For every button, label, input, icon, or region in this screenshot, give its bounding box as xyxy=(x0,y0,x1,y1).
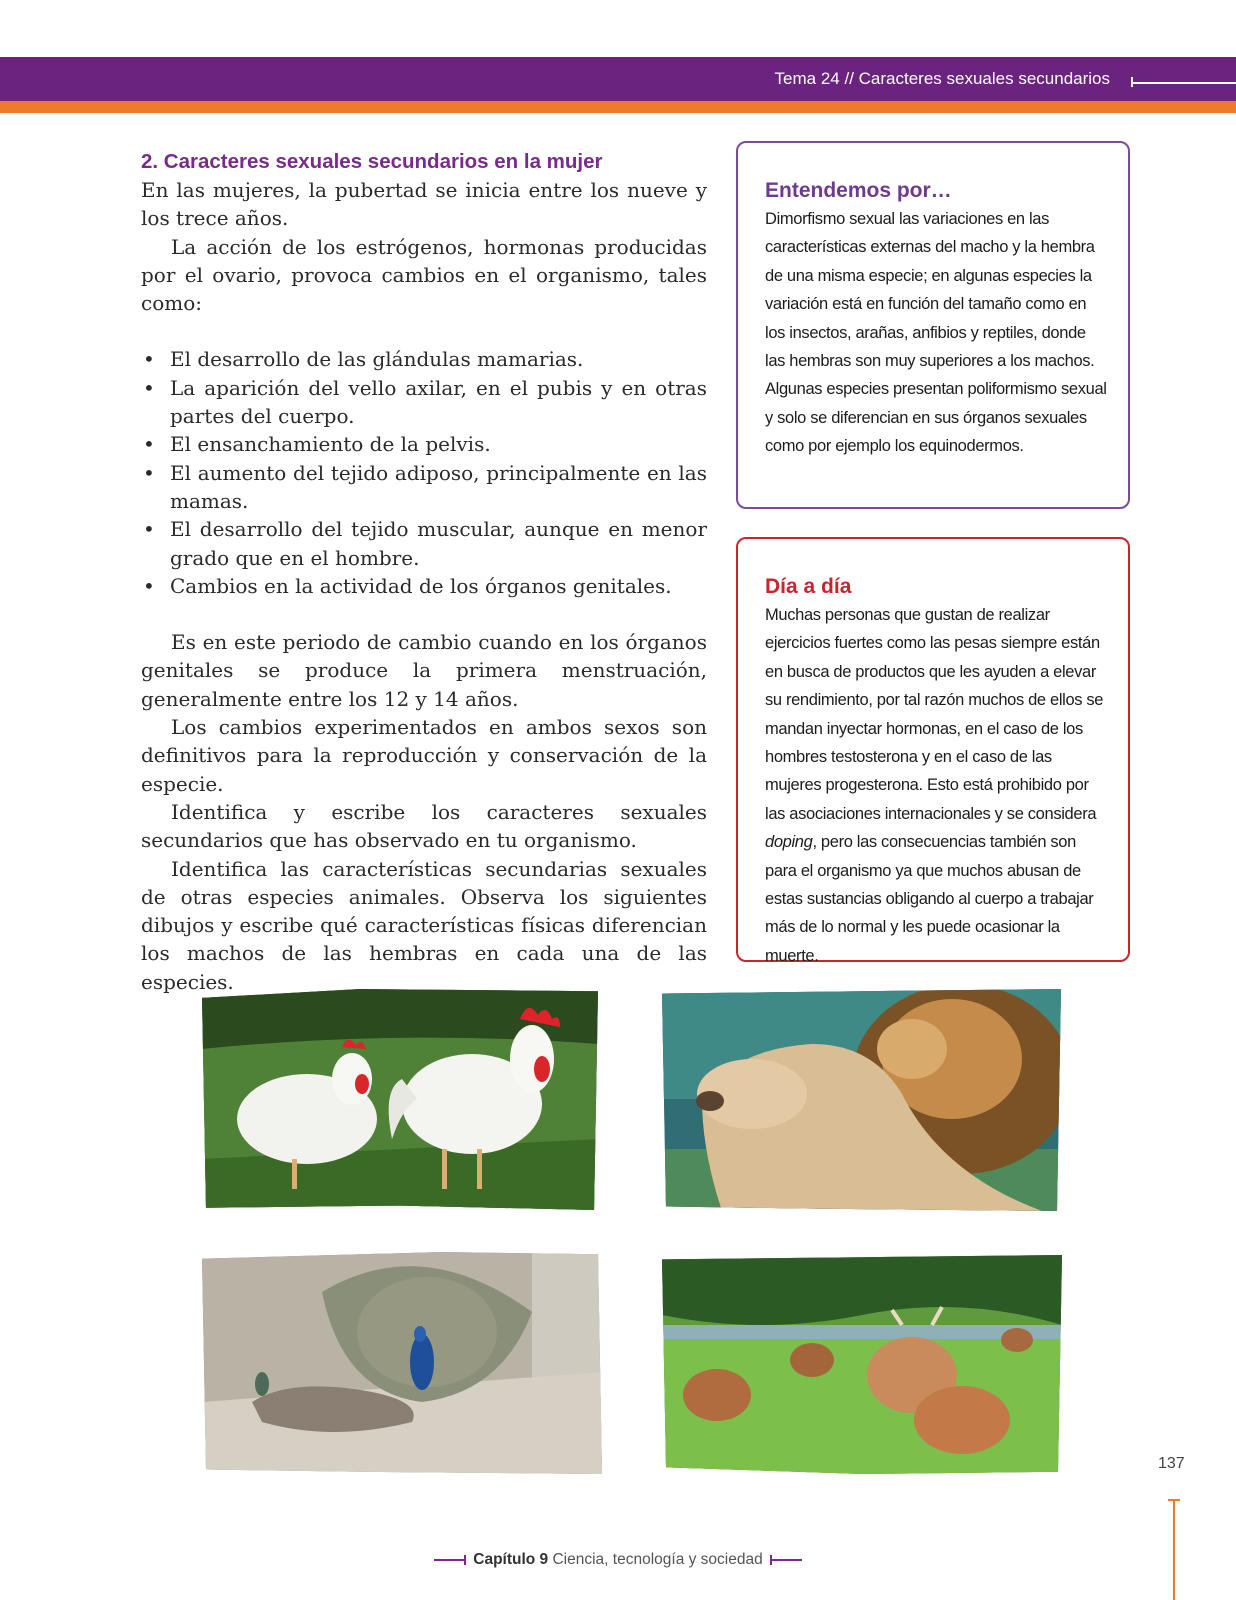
footer-rule-left xyxy=(434,1559,466,1561)
daily-title: Día a día xyxy=(765,575,852,598)
daily-text xyxy=(765,601,1108,970)
list-item: • El ensanchamiento de la pelvis. xyxy=(141,430,707,458)
daily-text-part: Muchas personas que gustan de realizar ejercicios fuertes como las pesas siempre están en busca de productos que les ayuden a elevar su rendimiento, por tal razón muchos de ellos se mandan inyectar hormonas, en el caso de los hombres testosterona y en el caso de las mujeres progesterona. Esto está prohibido por las asociaciones internacionales y se considera xyxy=(765,606,1104,823)
header-accent-stripe xyxy=(0,101,1236,113)
animals-paragraph: Identifica las características secundarias sexuales de otras especies animales. Observa los siguientes dibujos y escribe qué características físicas diferencian los machos de las hembras en cada una de las especies. xyxy=(141,856,707,994)
footer-title: Ciencia, tecnología y sociedad xyxy=(552,1551,763,1568)
definition-title: Entendemos por… xyxy=(765,179,952,202)
list-item: • El desarrollo del tejido muscular, aunque en menor grado que en el hombre. xyxy=(141,515,707,572)
page-number: 137 xyxy=(1158,1455,1185,1472)
main-text-column xyxy=(141,148,707,996)
photo-highland-cattle xyxy=(662,1255,1062,1474)
list-item: • La aparición del vello axilar, en el pubis y en otras partes del cuerpo. xyxy=(141,374,707,431)
footer-rule-right xyxy=(770,1559,802,1561)
footer xyxy=(0,1551,1236,1569)
topic-rule-tick xyxy=(1131,77,1133,87)
intro-paragraph: En las mujeres, la pubertad se inicia entre los nueve y los trece años. xyxy=(141,178,707,231)
estrogen-paragraph: La acción de los estrógenos, hormonas producidas por el ovario, provoca cambios en el organismo, tales como: xyxy=(141,234,707,316)
list-item: • Cambios en la actividad de los órganos genitales. xyxy=(141,572,707,600)
changes-list xyxy=(141,345,707,600)
section-heading: 2. Caracteres sexuales secundarios en la mujer xyxy=(141,150,603,173)
list-item: • El aumento del tejido adiposo, principalmente en las mamas. xyxy=(141,459,707,516)
menstruation-paragraph: Es en este periodo de cambio cuando en los órganos genitales se produce la primera menstruación, generalmente entre los 12 y 14 años. xyxy=(141,630,707,711)
list-item: • El desarrollo de las glándulas mamarias. xyxy=(141,345,707,373)
footer-chapter: Capítulo 9 xyxy=(473,1551,549,1568)
topic-title: Tema 24 // Caracteres sexuales secundarios xyxy=(774,69,1110,88)
daily-text-emphasis: doping xyxy=(765,833,813,852)
photo-peafowl xyxy=(202,1252,602,1474)
definition-text: Dimorfismo sexual las variaciones en las características externas del macho y la hembra de una misma especie; en algunas especies la variación está en función del tamaño como en los insectos, arañas, anfibios y reptiles, donde las hembras son muy superiores a los machos. Algunas especies presentan poliformismo sexual y solo se diferencian en sus órganos sexuales como por ejemplo los equinodermos. xyxy=(765,210,1107,456)
photo-lioness-lion xyxy=(662,989,1061,1211)
daily-text-part: , pero las consecuencias también son para el organismo ya que muchos abusan de estas sustancias obligando al cuerpo a trabajar más de lo normal y les puede ocasionar la muerte. xyxy=(765,833,1094,965)
definition-box xyxy=(736,141,1130,509)
page-side-rule-tick xyxy=(1168,1499,1180,1501)
activity-paragraph: Identifica y escribe los caracteres sexuales secundarios que has observado en tu organismo. xyxy=(141,799,707,853)
photo-hen-rooster xyxy=(202,989,598,1210)
topic-rule xyxy=(1132,82,1236,84)
changes-paragraph: Los cambios experimentados en ambos sexos son definitivos para la reproducción y conservación de la especie. xyxy=(141,715,707,796)
page-side-rule xyxy=(1173,1499,1175,1600)
daily-box xyxy=(736,537,1130,965)
